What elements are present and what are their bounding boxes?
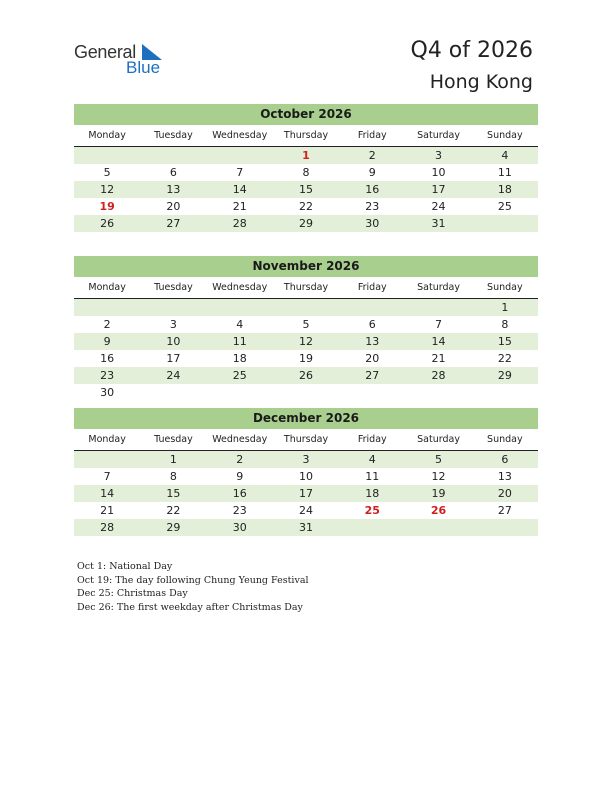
weekday-label: Thursday [283,282,329,293]
day-cell: 19 [298,352,313,365]
day-cell: 15 [298,183,313,196]
weekday-label: Monday [88,434,126,445]
day-cell: 11 [232,335,247,348]
day-cell: 26 [430,504,447,517]
day-cell: 29 [497,369,512,382]
week-row [74,451,538,468]
day-cell: 14 [232,183,247,196]
weekday-label: Monday [88,130,126,141]
day-cell: 21 [431,352,446,365]
empty-day-cell [74,147,140,164]
day-cell: 17 [298,487,313,500]
week-row [74,198,538,215]
day-cell: 19 [99,200,115,213]
weekday-label: Wednesday [212,434,268,445]
day-cell: 22 [298,200,313,213]
day-cell: 30 [232,521,247,534]
day-cell: 11 [497,166,512,179]
day-cell: 14 [100,487,115,500]
weekday-label: Sunday [487,434,523,445]
week-row [74,367,538,384]
weekday-label: Thursday [283,434,329,445]
day-cell: 25 [232,369,247,382]
day-cell: 12 [431,470,446,483]
day-cell: 27 [497,504,512,517]
day-cell: 6 [501,453,509,466]
day-cell: 4 [368,453,376,466]
month-calendar [74,408,538,536]
week-row [74,384,538,401]
day-cell: 8 [501,318,509,331]
day-cell: 31 [431,217,446,230]
day-cell: 24 [431,200,446,213]
day-cell: 5 [302,318,310,331]
day-cell: 9 [236,470,244,483]
day-cell: 1 [501,301,509,314]
day-cell: 16 [365,183,380,196]
day-cell: 20 [497,487,512,500]
weekday-label: Sunday [487,282,523,293]
week-row [74,485,538,502]
day-cell: 4 [501,149,509,162]
month-title: October 2026 [74,104,538,125]
day-cell: 23 [100,369,115,382]
holiday-note: Oct 19: The day following Chung Yeung Festival [77,574,309,586]
day-cell: 17 [166,352,181,365]
weekday-label: Friday [357,434,387,445]
day-cell: 27 [166,217,181,230]
weekday-label: Tuesday [154,434,193,445]
day-cell: 16 [232,487,247,500]
empty-day-cell [273,384,339,401]
day-cell: 14 [431,335,446,348]
day-cell: 3 [435,149,443,162]
empty-day-cell [140,299,206,316]
day-cell: 15 [166,487,181,500]
day-cell: 12 [298,335,313,348]
day-cell: 22 [497,352,512,365]
day-cell: 21 [100,504,115,517]
day-cell: 5 [435,453,443,466]
week-row [74,147,538,164]
day-cell: 26 [100,217,115,230]
week-row [74,333,538,350]
empty-day-cell [405,384,471,401]
day-cell: 12 [100,183,115,196]
day-cell: 25 [497,200,512,213]
month-title: November 2026 [74,256,538,277]
empty-day-cell [405,299,471,316]
day-cell: 28 [232,217,247,230]
day-cell: 7 [103,470,111,483]
day-cell: 23 [232,504,247,517]
day-cell: 11 [365,470,380,483]
day-cell: 24 [298,504,313,517]
month-calendar [74,104,538,232]
week-row [74,215,538,232]
day-cell: 7 [236,166,244,179]
day-cell: 26 [298,369,313,382]
empty-day-cell [472,215,538,232]
day-cell: 9 [103,335,111,348]
day-cell: 2 [368,149,376,162]
weekday-label: Friday [357,282,387,293]
day-cell: 10 [166,335,181,348]
weekday-label: Monday [88,282,126,293]
day-cell: 19 [431,487,446,500]
day-cell: 2 [103,318,111,331]
day-cell: 1 [302,149,310,162]
empty-day-cell [207,299,273,316]
weekday-label: Wednesday [212,282,268,293]
day-cell: 5 [103,166,111,179]
day-cell: 21 [232,200,247,213]
region-title: Hong Kong [429,71,533,93]
day-cell: 13 [166,183,181,196]
empty-day-cell [472,384,538,401]
day-cell: 18 [365,487,380,500]
week-row [74,299,538,316]
day-cell: 10 [298,470,313,483]
weekday-label: Saturday [417,282,460,293]
weekday-label: Saturday [417,130,460,141]
day-cell: 16 [100,352,115,365]
day-cell: 23 [365,200,380,213]
holiday-notes [77,560,309,614]
holiday-note: Oct 1: National Day [77,561,173,572]
day-cell: 13 [497,470,512,483]
empty-day-cell [207,384,273,401]
day-cell: 31 [298,521,313,534]
day-cell: 28 [100,521,115,534]
general-blue-logo [74,42,174,78]
day-cell: 22 [166,504,181,517]
empty-day-cell [339,299,405,316]
day-cell: 29 [298,217,313,230]
holiday-note: Dec 26: The first weekday after Christmas Day [77,601,303,613]
empty-day-cell [74,299,140,316]
day-cell: 29 [166,521,181,534]
day-cell: 15 [497,335,512,348]
day-cell: 7 [435,318,443,331]
weekday-header-row [74,129,538,147]
month-calendar [74,256,538,401]
day-cell: 30 [365,217,380,230]
day-cell: 3 [302,453,310,466]
day-cell: 3 [169,318,177,331]
quarter-title: Q4 of 2026 [410,38,533,63]
day-cell: 24 [166,369,181,382]
weekday-label: Tuesday [154,130,193,141]
weekday-label: Sunday [487,130,523,141]
day-cell: 25 [364,504,380,517]
empty-day-cell [207,147,273,164]
logo-text-blue: Blue [126,58,161,77]
empty-day-cell [472,519,538,536]
day-cell: 6 [368,318,376,331]
week-row [74,350,538,367]
week-row [74,468,538,485]
logo-text-general: General [74,42,136,62]
day-cell: 1 [169,453,177,466]
day-cell: 2 [236,453,244,466]
empty-day-cell [405,519,471,536]
day-cell: 30 [100,386,115,399]
weekday-label: Wednesday [212,130,268,141]
day-cell: 18 [232,352,247,365]
weekday-label: Friday [357,130,387,141]
week-row [74,502,538,519]
week-row [74,164,538,181]
day-cell: 13 [365,335,380,348]
day-cell: 28 [431,369,446,382]
day-cell: 20 [365,352,380,365]
empty-day-cell [140,147,206,164]
day-cell: 27 [365,369,380,382]
empty-day-cell [140,384,206,401]
day-cell: 18 [497,183,512,196]
month-title: December 2026 [74,408,538,429]
empty-day-cell [339,384,405,401]
day-cell: 4 [236,318,244,331]
weekday-label: Thursday [283,130,329,141]
day-cell: 10 [431,166,446,179]
holiday-note: Dec 25: Christmas Day [77,588,188,599]
empty-day-cell [273,299,339,316]
week-row [74,316,538,333]
day-cell: 8 [302,166,310,179]
week-row [74,181,538,198]
day-cell: 8 [169,470,177,483]
day-cell: 20 [166,200,181,213]
weekday-label: Saturday [417,434,460,445]
weekday-label: Tuesday [154,282,193,293]
day-cell: 17 [431,183,446,196]
weekday-header-row [74,281,538,299]
week-row [74,519,538,536]
empty-day-cell [339,519,405,536]
weekday-header-row [74,433,538,451]
day-cell: 6 [169,166,177,179]
day-cell: 9 [368,166,376,179]
empty-day-cell [74,451,140,468]
